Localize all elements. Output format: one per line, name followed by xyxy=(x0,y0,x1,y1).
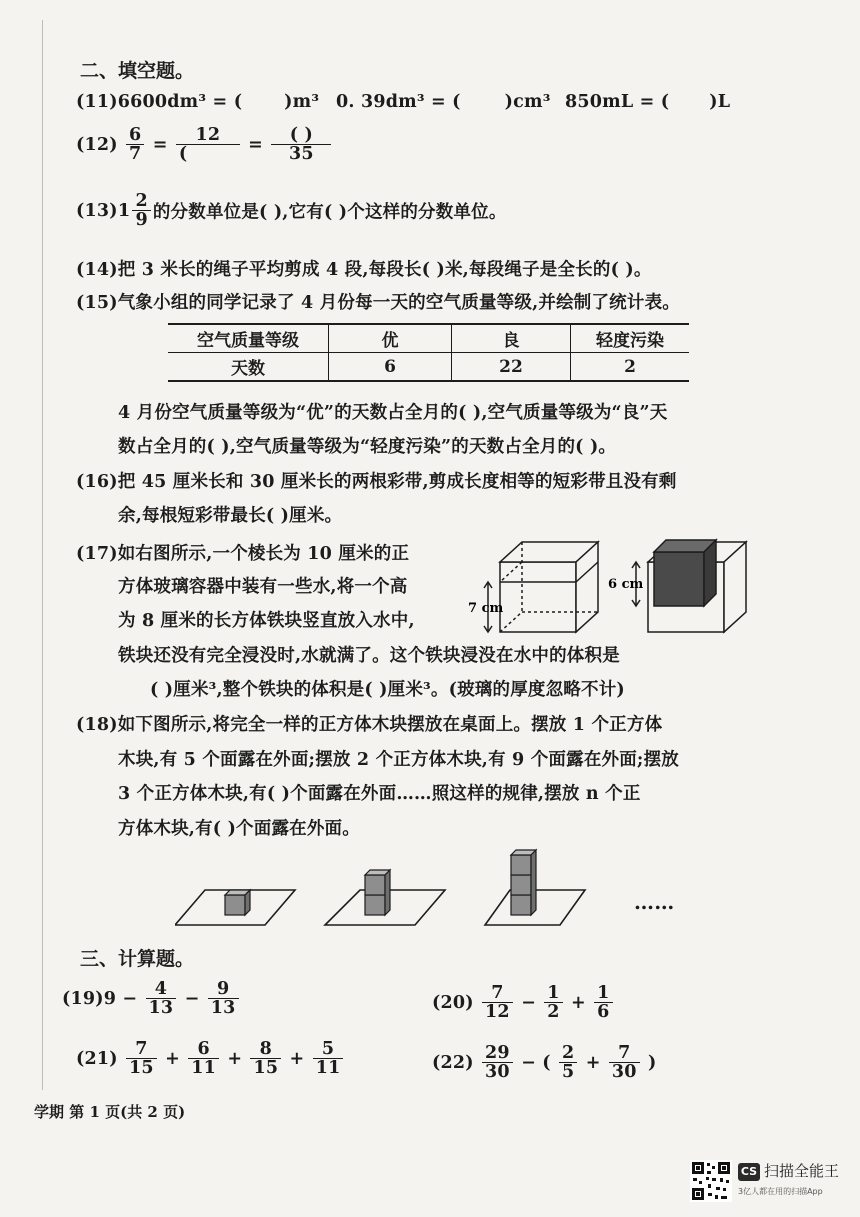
table-header-cell: 优 xyxy=(329,324,452,353)
container-after-icon xyxy=(632,540,746,632)
q21-fraction-3: $\frac{8}{15}$ xyxy=(250,1040,281,1078)
q19-number: (19)9 − xyxy=(62,988,138,1009)
question-12 xyxy=(76,126,333,164)
question-17-line-2: 方体玻璃容器中装有一些水,将一个高 xyxy=(118,577,408,597)
q20-fraction-3: $\frac{1}{6}$ xyxy=(594,984,612,1022)
air-quality-table xyxy=(168,323,689,382)
fig-label-7cm: 7 cm xyxy=(468,601,504,616)
section-calc-heading: 三、计算题。 xyxy=(80,948,195,970)
table-header-cell: 良 xyxy=(452,324,571,353)
q19-operator: − xyxy=(184,988,200,1009)
q12-fraction-2: $\frac{12}{(}$ xyxy=(176,126,240,164)
q22-fraction-2: $\frac{2}{5}$ xyxy=(559,1044,577,1082)
q22-operator-1: − ( xyxy=(521,1052,551,1073)
q20-number: (20) xyxy=(432,992,474,1013)
question-16-line-1: (16)把 45 厘米长和 30 厘米长的两根彩带,剪成长度相等的短彩带且没有剩 xyxy=(76,472,677,492)
q11-part-a: 6600dm³ = ( xyxy=(117,92,243,112)
fig-label-6cm: 6 cm xyxy=(608,577,644,592)
q20-operator-1: − xyxy=(521,992,536,1013)
page-footer: 学期 第 1 页(共 2 页) xyxy=(34,1103,186,1121)
question-17-line-4: 铁块还没有完全浸没时,水就满了。这个铁块浸没在水中的体积是 xyxy=(118,646,620,666)
continuation-dots: …… xyxy=(634,890,675,914)
page-edge-line xyxy=(42,20,43,1090)
question-19 xyxy=(62,980,241,1018)
table-header-cell: 空气质量等级 xyxy=(168,324,329,353)
q21-fraction-4: $\frac{5}{11}$ xyxy=(313,1040,344,1078)
q21-operator-2: + xyxy=(227,1048,243,1069)
table-header-row xyxy=(168,324,689,353)
question-18-line-4: 方体木块,有( )个面露在外面。 xyxy=(118,819,360,839)
q22-number: (22) xyxy=(432,1052,474,1073)
q21-operator-3: + xyxy=(289,1048,305,1069)
question-13 xyxy=(76,192,507,230)
q12-fraction-3: $\frac{( )}{35}$ xyxy=(271,126,331,164)
cube-stack-3-icon xyxy=(511,850,536,915)
q13-mixed-number: 1 $\frac{2}{9}$ xyxy=(118,200,153,220)
q11-part-c: 850mL = ( xyxy=(565,92,670,112)
q11-part-b-unit: )cm³ xyxy=(504,92,551,112)
q12-number: (12) xyxy=(76,134,118,155)
table-row xyxy=(168,353,689,382)
q19-fraction-2: $\frac{9}{13}$ xyxy=(208,980,239,1018)
q22-close-paren: ) xyxy=(647,1052,657,1073)
container-before-icon xyxy=(484,542,598,632)
question-11-b xyxy=(336,92,551,112)
scanner-subtitle: 3亿人都在用的扫描App xyxy=(738,1187,823,1196)
qr-code-icon xyxy=(690,1160,732,1202)
q22-fraction-3: $\frac{7}{30}$ xyxy=(609,1044,640,1082)
question-15-intro: (15)气象小组的同学记录了 4 月份每一天的空气质量等级,并绘制了统计表。 xyxy=(76,293,680,313)
q12-equals-1: = xyxy=(152,134,168,155)
q13-number: (13) xyxy=(76,200,118,221)
scanner-title: 扫描全能王 xyxy=(764,1162,840,1180)
question-18-line-1: (18)如下图所示,将完全一样的正方体木块摆放在桌面上。摆放 1 个正方体 xyxy=(76,715,663,735)
q20-fraction-2: $\frac{1}{2}$ xyxy=(544,984,562,1022)
stacked-cubes-figure xyxy=(175,845,595,930)
table-cell: 2 xyxy=(624,356,636,377)
q11-part-b: 0. 39dm³ = ( xyxy=(336,92,461,112)
q12-equals-2: = xyxy=(248,134,264,155)
question-17-line-1: (17)如右图所示,一个棱长为 10 厘米的正 xyxy=(76,544,410,564)
table-header-cell: 轻度污染 xyxy=(571,324,690,353)
question-17-line-5: ( )厘米³,整个铁块的体积是( )厘米³。(玻璃的厚度忽略不计) xyxy=(150,680,625,700)
q21-number: (21) xyxy=(76,1048,118,1069)
question-18-line-2: 木块,有 5 个面露在外面;摆放 2 个正方体木块,有 9 个面露在外面;摆放 xyxy=(118,750,679,770)
q13-text: 的分数单位是( ),它有( )个这样的分数单位。 xyxy=(152,202,507,223)
q12-fraction-1: $\frac{6}{7}$ xyxy=(126,126,144,164)
q21-operator-1: + xyxy=(165,1048,180,1069)
q19-fraction-1: $\frac{4}{13}$ xyxy=(146,980,177,1018)
question-20 xyxy=(432,984,615,1022)
question-17-line-3: 为 8 厘米的长方体铁块竖直放入水中, xyxy=(118,611,415,631)
section-fill-heading: 二、填空题。 xyxy=(80,60,195,82)
q22-fraction-1: $\frac{29}{30}$ xyxy=(482,1044,513,1082)
q21-fraction-1: $\frac{7}{15}$ xyxy=(126,1040,157,1078)
camscanner-logo-icon: CS xyxy=(738,1163,760,1181)
question-14: (14)把 3 米长的绳子平均剪成 4 段,每段长( )米,每段绳子是全长的( )。 xyxy=(76,260,652,280)
glass-container-figure xyxy=(460,530,750,640)
table-row-label: 天数 xyxy=(168,353,329,382)
question-15-line-2: 数占全月的( ),空气质量等级为“轻度污染”的天数占全月的( )。 xyxy=(118,437,617,457)
q11-part-a-unit: )m³ xyxy=(284,92,320,112)
q22-operator-2: + xyxy=(585,1052,601,1073)
q21-fraction-2: $\frac{6}{11}$ xyxy=(188,1040,219,1078)
cube-stack-2-icon xyxy=(365,870,390,915)
question-22 xyxy=(432,1044,656,1082)
question-11-c xyxy=(565,92,730,112)
q11-number: (11) xyxy=(76,92,118,112)
q20-fraction-1: $\frac{7}{12}$ xyxy=(482,984,513,1022)
cube-stack-1-icon xyxy=(225,890,250,915)
q20-operator-2: + xyxy=(570,992,586,1013)
q11-part-c-unit: )L xyxy=(709,92,731,112)
question-21 xyxy=(76,1040,345,1078)
question-18-line-3: 3 个正方体木块,有( )个面露在外面……照这样的规律,摆放 n 个正 xyxy=(118,784,641,804)
table-cell: 22 xyxy=(452,353,571,382)
question-15-line-1: 4 月份空气质量等级为“优”的天数占全月的( ),空气质量等级为“良”天 xyxy=(118,403,668,423)
table-cell: 6 xyxy=(329,353,452,382)
question-11 xyxy=(76,92,319,112)
question-16-line-2: 余,每根短彩带最长( )厘米。 xyxy=(118,506,343,526)
